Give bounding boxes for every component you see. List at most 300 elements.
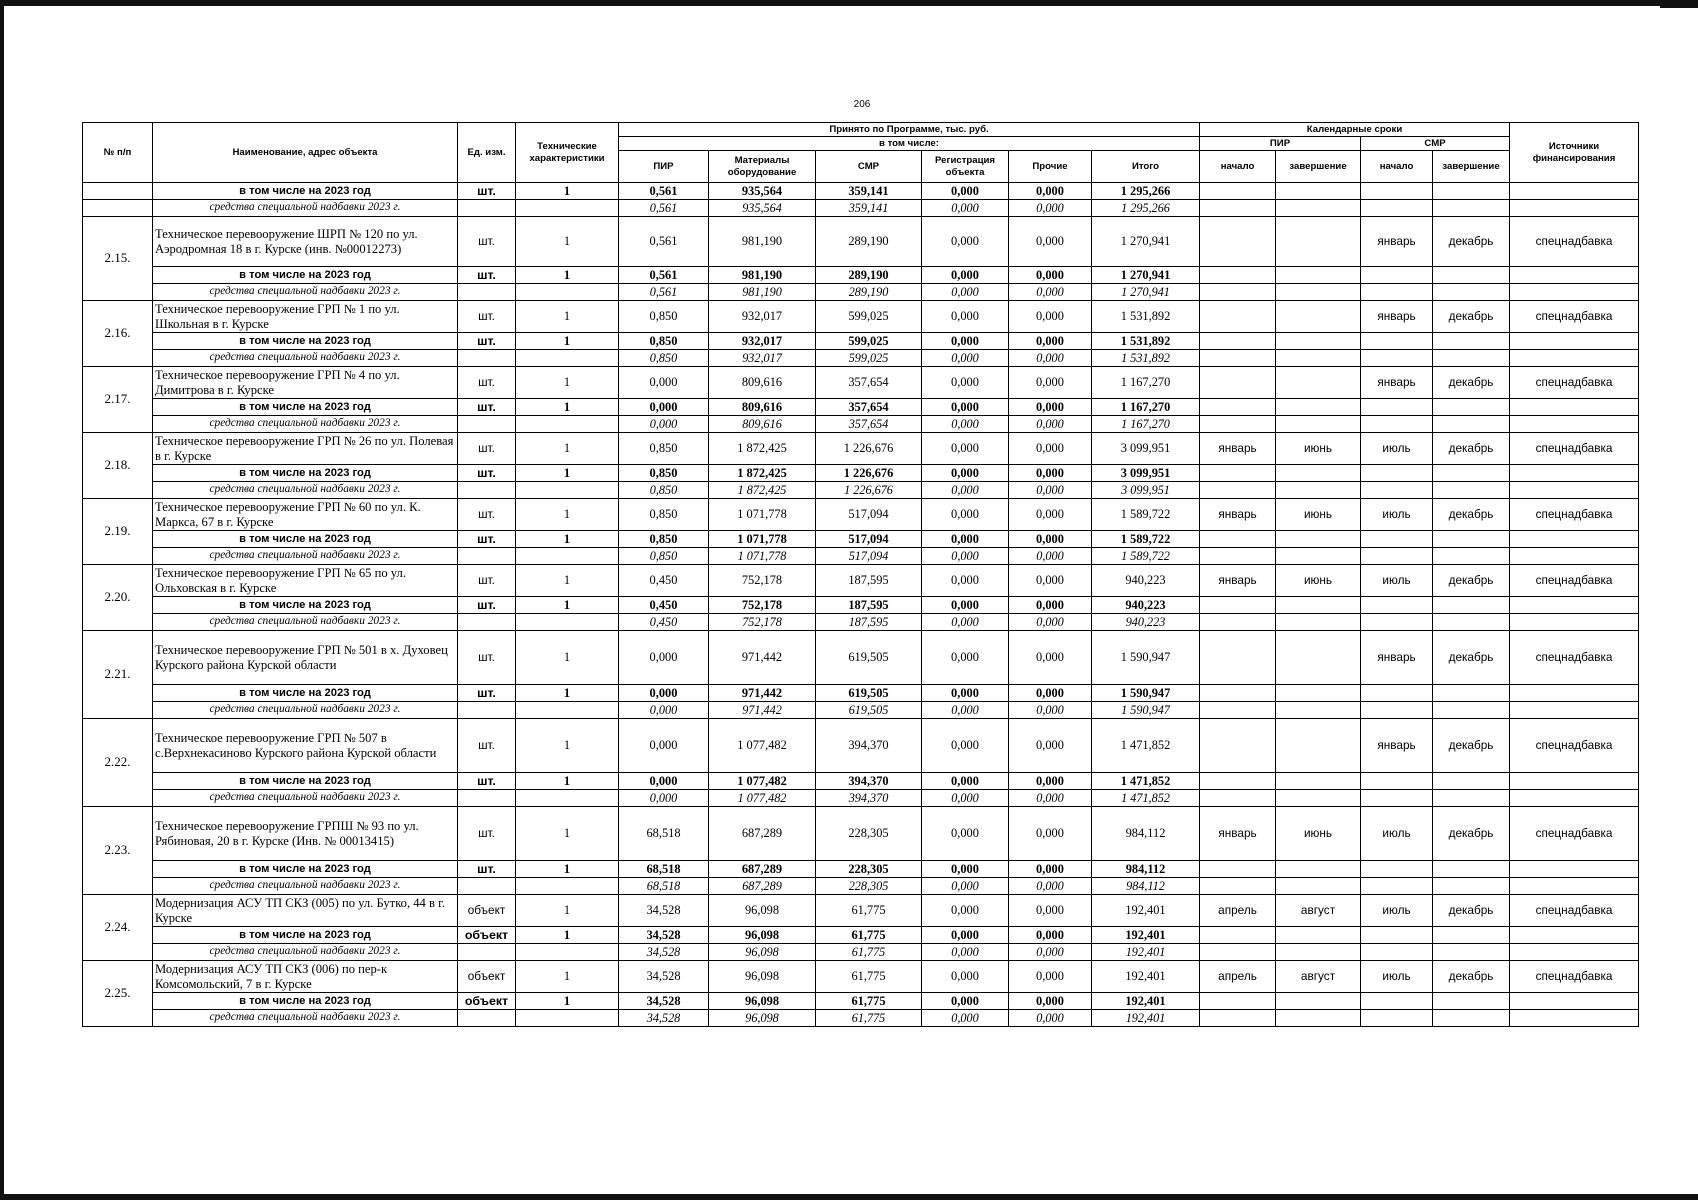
cell-pir-end [1276, 399, 1361, 416]
cell-pir: 34,528 [619, 944, 709, 961]
cell-unit: шт. [458, 333, 516, 350]
table-row-object [83, 301, 1639, 333]
cell-pir-start [1200, 267, 1276, 284]
cell-registration: 0,000 [922, 895, 1009, 927]
cell-pir-end [1276, 719, 1361, 773]
cell-smr-start [1361, 399, 1433, 416]
cell-materials: 809,616 [709, 399, 816, 416]
cell-tech: 1 [516, 183, 619, 200]
cell-smr-end: декабрь [1433, 895, 1510, 927]
cell-smr-start: январь [1361, 367, 1433, 399]
cell-pir-end [1276, 284, 1361, 301]
cell-registration: 0,000 [922, 301, 1009, 333]
cell-materials: 96,098 [709, 1010, 816, 1027]
cell-registration: 0,000 [922, 531, 1009, 548]
cell-smr-end [1433, 465, 1510, 482]
cell-pir-end [1276, 1010, 1361, 1027]
cell-pir-end [1276, 993, 1361, 1010]
cell-registration: 0,000 [922, 861, 1009, 878]
cell-pir-start [1200, 719, 1276, 773]
cell-pir-start [1200, 631, 1276, 685]
cell-pir-start [1200, 416, 1276, 433]
cell-total: 192,401 [1092, 944, 1200, 961]
page-number: 206 [853, 99, 871, 110]
cell-name: в том числе на 2023 год [153, 861, 458, 878]
cell-name: Техническое перевооружение ГРП № 507 в с.Верхнекасиново Курского района Курской области [153, 719, 458, 773]
table-row-object [83, 565, 1639, 597]
cell-pir-start [1200, 773, 1276, 790]
cell-pir: 0,000 [619, 399, 709, 416]
cell-smr-end [1433, 790, 1510, 807]
cell-source [1510, 200, 1639, 217]
table-row-object [83, 217, 1639, 267]
cell-pir-start [1200, 531, 1276, 548]
cell-total: 1 471,852 [1092, 790, 1200, 807]
cell-unit: шт. [458, 183, 516, 200]
cell-pir-start [1200, 482, 1276, 499]
cell-registration: 0,000 [922, 944, 1009, 961]
cell-other: 0,000 [1009, 367, 1092, 399]
cell-other: 0,000 [1009, 790, 1092, 807]
cell-smr: 61,775 [816, 1010, 922, 1027]
cell-source [1510, 878, 1639, 895]
cell-source: спецнадбавка [1510, 217, 1639, 267]
cell-tech [516, 1010, 619, 1027]
cell-smr-start [1361, 597, 1433, 614]
cell-smr: 599,025 [816, 350, 922, 367]
cell-registration: 0,000 [922, 702, 1009, 719]
cell-registration: 0,000 [922, 614, 1009, 631]
cell-registration: 0,000 [922, 499, 1009, 531]
cell-unit [458, 200, 516, 217]
cell-smr: 61,775 [816, 961, 922, 993]
cell-source: спецнадбавка [1510, 499, 1639, 531]
cell-smr-end [1433, 702, 1510, 719]
cell-pir-end [1276, 773, 1361, 790]
cell-name: в том числе на 2023 год [153, 993, 458, 1010]
cell-smr-start [1361, 267, 1433, 284]
cell-smr-end [1433, 333, 1510, 350]
cell-tech [516, 878, 619, 895]
cell-other: 0,000 [1009, 267, 1092, 284]
cell-name: Техническое перевооружение ГРП № 60 по ул. К. Маркса, 67 в г. Курске [153, 499, 458, 531]
table-row-special [83, 702, 1639, 719]
cell-unit [458, 878, 516, 895]
table-row-subtotal [83, 465, 1639, 482]
cell-smr-end [1433, 597, 1510, 614]
cell-registration: 0,000 [922, 565, 1009, 597]
cell-registration: 0,000 [922, 416, 1009, 433]
cell-source [1510, 790, 1639, 807]
cell-smr-start [1361, 773, 1433, 790]
cell-other: 0,000 [1009, 961, 1092, 993]
cell-pir-start [1200, 878, 1276, 895]
cell-smr-end [1433, 416, 1510, 433]
cell-name: средства специальной надбавки 2023 г. [153, 790, 458, 807]
cell-other: 0,000 [1009, 993, 1092, 1010]
cell-source [1510, 685, 1639, 702]
cell-smr: 1 226,676 [816, 482, 922, 499]
cell-other: 0,000 [1009, 878, 1092, 895]
cell-other: 0,000 [1009, 465, 1092, 482]
cell-name: Техническое перевооружение ГРП № 501 в х. Духовец Курского района Курской области [153, 631, 458, 685]
cell-registration: 0,000 [922, 993, 1009, 1010]
cell-total: 984,112 [1092, 807, 1200, 861]
table-row-subtotal [83, 531, 1639, 548]
header-calendar: Календарные сроки [1200, 123, 1510, 137]
table-row-special [83, 350, 1639, 367]
cell-unit [458, 790, 516, 807]
cell-registration: 0,000 [922, 350, 1009, 367]
cell-materials: 971,442 [709, 702, 816, 719]
cell-pir: 0,450 [619, 614, 709, 631]
cell-smr: 61,775 [816, 927, 922, 944]
cell-tech: 1 [516, 631, 619, 685]
cell-smr: 228,305 [816, 861, 922, 878]
cell-tech [516, 944, 619, 961]
cell-tech: 1 [516, 333, 619, 350]
cell-smr-end: декабрь [1433, 301, 1510, 333]
cell-unit [458, 482, 516, 499]
cell-name: в том числе на 2023 год [153, 333, 458, 350]
cell-total: 940,223 [1092, 565, 1200, 597]
cell-smr: 517,094 [816, 531, 922, 548]
cell-pir-start [1200, 548, 1276, 565]
header-smr: СМР [816, 151, 922, 183]
cell-other: 0,000 [1009, 499, 1092, 531]
cell-smr-end [1433, 878, 1510, 895]
cell-num: 2.25. [83, 961, 153, 1027]
cell-source [1510, 531, 1639, 548]
cell-pir-end [1276, 531, 1361, 548]
cell-pir: 0,561 [619, 217, 709, 267]
cell-name: в том числе на 2023 год [153, 597, 458, 614]
cell-registration: 0,000 [922, 399, 1009, 416]
cell-registration: 0,000 [922, 367, 1009, 399]
header-pir-start: начало [1200, 151, 1276, 183]
cell-smr: 61,775 [816, 993, 922, 1010]
program-table [82, 122, 1639, 1027]
cell-name: средства специальной надбавки 2023 г. [153, 614, 458, 631]
cell-total: 1 270,941 [1092, 217, 1200, 267]
table-row-special [83, 416, 1639, 433]
cell-tech: 1 [516, 719, 619, 773]
cell-materials: 687,289 [709, 861, 816, 878]
cell-smr-start: июль [1361, 961, 1433, 993]
cell-source [1510, 773, 1639, 790]
cell-other: 0,000 [1009, 548, 1092, 565]
table-row-special [83, 878, 1639, 895]
table-row-object [83, 807, 1639, 861]
cell-materials: 96,098 [709, 895, 816, 927]
cell-total: 1 589,722 [1092, 531, 1200, 548]
cell-materials: 981,190 [709, 267, 816, 284]
cell-tech [516, 482, 619, 499]
cell-unit [458, 416, 516, 433]
cell-registration: 0,000 [922, 597, 1009, 614]
cell-tech: 1 [516, 531, 619, 548]
cell-smr-start: январь [1361, 301, 1433, 333]
table-row-special [83, 284, 1639, 301]
cell-unit [458, 614, 516, 631]
cell-source [1510, 183, 1639, 200]
cell-smr-start [1361, 927, 1433, 944]
cell-pir-end: июнь [1276, 807, 1361, 861]
cell-pir: 0,850 [619, 499, 709, 531]
cell-source: спецнадбавка [1510, 895, 1639, 927]
cell-pir-start [1200, 350, 1276, 367]
cell-pir-end [1276, 548, 1361, 565]
header-registration: Регистрация объекта [922, 151, 1009, 183]
cell-other: 0,000 [1009, 399, 1092, 416]
cell-unit: шт. [458, 367, 516, 399]
cell-materials: 96,098 [709, 944, 816, 961]
cell-num [83, 200, 153, 217]
cell-unit: шт. [458, 399, 516, 416]
table-row-special [83, 548, 1639, 565]
cell-smr-start [1361, 531, 1433, 548]
cell-smr: 61,775 [816, 944, 922, 961]
cell-other: 0,000 [1009, 433, 1092, 465]
cell-pir-end [1276, 200, 1361, 217]
cell-pir-start: январь [1200, 499, 1276, 531]
cell-smr-start: июль [1361, 895, 1433, 927]
cell-registration: 0,000 [922, 217, 1009, 267]
cell-other: 0,000 [1009, 531, 1092, 548]
scan-edge-top [0, 0, 1698, 6]
cell-name: средства специальной надбавки 2023 г. [153, 200, 458, 217]
cell-unit: шт. [458, 773, 516, 790]
cell-pir-start [1200, 217, 1276, 267]
cell-unit: шт. [458, 807, 516, 861]
cell-tech [516, 614, 619, 631]
cell-tech: 1 [516, 773, 619, 790]
cell-name: Техническое перевооружение ГРП № 26 по ул. Полевая в г. Курске [153, 433, 458, 465]
cell-pir: 0,000 [619, 773, 709, 790]
cell-total: 1 270,941 [1092, 267, 1200, 284]
cell-smr-start [1361, 183, 1433, 200]
scan-edge-bottom [0, 1194, 1698, 1200]
cell-tech [516, 200, 619, 217]
table-row-special [83, 200, 1639, 217]
cell-smr: 289,190 [816, 267, 922, 284]
cell-total: 940,223 [1092, 614, 1200, 631]
cell-unit: объект [458, 961, 516, 993]
cell-pir-end: июнь [1276, 499, 1361, 531]
cell-num: 2.20. [83, 565, 153, 631]
header-name: Наименование, адрес объекта [153, 123, 458, 183]
cell-registration: 0,000 [922, 1010, 1009, 1027]
cell-registration: 0,000 [922, 961, 1009, 993]
cell-smr: 357,654 [816, 416, 922, 433]
cell-materials: 1 872,425 [709, 482, 816, 499]
cell-smr-end: декабрь [1433, 217, 1510, 267]
cell-pir: 0,000 [619, 702, 709, 719]
header-total: Итого [1092, 151, 1200, 183]
cell-pir: 0,450 [619, 597, 709, 614]
header-smr-end: завершение [1433, 151, 1510, 183]
cell-materials: 981,190 [709, 284, 816, 301]
cell-pir-start [1200, 944, 1276, 961]
cell-registration: 0,000 [922, 183, 1009, 200]
cell-registration: 0,000 [922, 200, 1009, 217]
cell-tech: 1 [516, 597, 619, 614]
cell-registration: 0,000 [922, 685, 1009, 702]
cell-unit: шт. [458, 465, 516, 482]
cell-materials: 932,017 [709, 333, 816, 350]
cell-num [83, 183, 153, 200]
cell-smr-start [1361, 685, 1433, 702]
cell-unit: шт. [458, 301, 516, 333]
cell-tech: 1 [516, 861, 619, 878]
cell-total: 1 167,270 [1092, 416, 1200, 433]
cell-smr-start [1361, 944, 1433, 961]
cell-materials: 981,190 [709, 217, 816, 267]
cell-pir: 34,528 [619, 993, 709, 1010]
cell-name: средства специальной надбавки 2023 г. [153, 702, 458, 719]
cell-materials: 687,289 [709, 807, 816, 861]
cell-materials: 96,098 [709, 993, 816, 1010]
table-row-subtotal [83, 267, 1639, 284]
cell-source [1510, 416, 1639, 433]
cell-pir-start: январь [1200, 807, 1276, 861]
cell-source [1510, 333, 1639, 350]
cell-smr-end: декабрь [1433, 565, 1510, 597]
cell-other: 0,000 [1009, 944, 1092, 961]
cell-smr: 619,505 [816, 702, 922, 719]
cell-smr: 187,595 [816, 614, 922, 631]
cell-pir-start [1200, 614, 1276, 631]
cell-materials: 1 071,778 [709, 531, 816, 548]
cell-smr-end [1433, 284, 1510, 301]
cell-smr-start: июль [1361, 565, 1433, 597]
cell-smr-end: декабрь [1433, 719, 1510, 773]
cell-num: 2.24. [83, 895, 153, 961]
cell-materials: 809,616 [709, 416, 816, 433]
cell-tech: 1 [516, 217, 619, 267]
cell-smr-end [1433, 183, 1510, 200]
cell-materials: 96,098 [709, 961, 816, 993]
cell-source [1510, 614, 1639, 631]
cell-pir: 0,000 [619, 685, 709, 702]
cell-pir-end [1276, 301, 1361, 333]
cell-other: 0,000 [1009, 565, 1092, 597]
cell-registration: 0,000 [922, 790, 1009, 807]
cell-smr-end [1433, 861, 1510, 878]
cell-pir-start [1200, 702, 1276, 719]
cell-smr-end [1433, 685, 1510, 702]
cell-pir-end [1276, 614, 1361, 631]
cell-total: 984,112 [1092, 878, 1200, 895]
cell-smr: 359,141 [816, 200, 922, 217]
cell-other: 0,000 [1009, 702, 1092, 719]
cell-pir: 0,000 [619, 631, 709, 685]
cell-pir: 0,561 [619, 284, 709, 301]
cell-other: 0,000 [1009, 350, 1092, 367]
cell-num: 2.23. [83, 807, 153, 895]
cell-name: в том числе на 2023 год [153, 267, 458, 284]
cell-name: средства специальной надбавки 2023 г. [153, 548, 458, 565]
cell-other: 0,000 [1009, 217, 1092, 267]
table-row-object [83, 631, 1639, 685]
cell-registration: 0,000 [922, 465, 1009, 482]
table-row-special [83, 944, 1639, 961]
cell-tech [516, 284, 619, 301]
table-row-subtotal [83, 927, 1639, 944]
cell-materials: 1 071,778 [709, 499, 816, 531]
cell-total: 3 099,951 [1092, 465, 1200, 482]
cell-other: 0,000 [1009, 927, 1092, 944]
cell-pir: 34,528 [619, 1010, 709, 1027]
cell-materials: 935,564 [709, 200, 816, 217]
cell-smr: 1 226,676 [816, 433, 922, 465]
cell-pir: 0,000 [619, 719, 709, 773]
cell-total: 1 270,941 [1092, 284, 1200, 301]
cell-pir-start [1200, 927, 1276, 944]
cell-registration: 0,000 [922, 878, 1009, 895]
cell-name: в том числе на 2023 год [153, 685, 458, 702]
cell-pir-end [1276, 927, 1361, 944]
table-row-special [83, 614, 1639, 631]
header-cal-smr: СМР [1361, 137, 1510, 151]
cell-pir-end [1276, 861, 1361, 878]
cell-smr: 394,370 [816, 773, 922, 790]
cell-source [1510, 702, 1639, 719]
cell-other: 0,000 [1009, 333, 1092, 350]
cell-unit: шт. [458, 433, 516, 465]
cell-unit: шт. [458, 685, 516, 702]
cell-unit [458, 702, 516, 719]
cell-pir-start [1200, 399, 1276, 416]
cell-other: 0,000 [1009, 861, 1092, 878]
cell-unit: шт. [458, 565, 516, 597]
cell-pir-start [1200, 861, 1276, 878]
header-sources: Источники финансирования [1510, 123, 1639, 183]
cell-other: 0,000 [1009, 597, 1092, 614]
cell-smr: 187,595 [816, 565, 922, 597]
table-row-object [83, 719, 1639, 773]
cell-smr-end [1433, 350, 1510, 367]
cell-other: 0,000 [1009, 482, 1092, 499]
cell-name: в том числе на 2023 год [153, 399, 458, 416]
cell-unit: шт. [458, 719, 516, 773]
cell-smr-start [1361, 993, 1433, 1010]
cell-materials: 752,178 [709, 614, 816, 631]
cell-other: 0,000 [1009, 301, 1092, 333]
cell-name: средства специальной надбавки 2023 г. [153, 284, 458, 301]
cell-total: 984,112 [1092, 861, 1200, 878]
cell-unit: шт. [458, 861, 516, 878]
cell-pir-start [1200, 333, 1276, 350]
cell-pir: 0,000 [619, 790, 709, 807]
cell-name: Техническое перевооружение ШРП № 120 по ул. Аэродромная 18 в г. Курске (инв. №00012273) [153, 217, 458, 267]
cell-smr-end [1433, 993, 1510, 1010]
cell-num: 2.21. [83, 631, 153, 719]
cell-source [1510, 1010, 1639, 1027]
cell-pir: 0,450 [619, 565, 709, 597]
cell-other: 0,000 [1009, 200, 1092, 217]
cell-pir: 68,518 [619, 861, 709, 878]
cell-tech [516, 790, 619, 807]
cell-total: 1 589,722 [1092, 548, 1200, 565]
cell-smr-end [1433, 548, 1510, 565]
cell-registration: 0,000 [922, 284, 1009, 301]
cell-total: 1 295,266 [1092, 183, 1200, 200]
cell-smr: 1 226,676 [816, 465, 922, 482]
cell-total: 192,401 [1092, 961, 1200, 993]
cell-smr-start [1361, 482, 1433, 499]
cell-source: спецнадбавка [1510, 961, 1639, 993]
